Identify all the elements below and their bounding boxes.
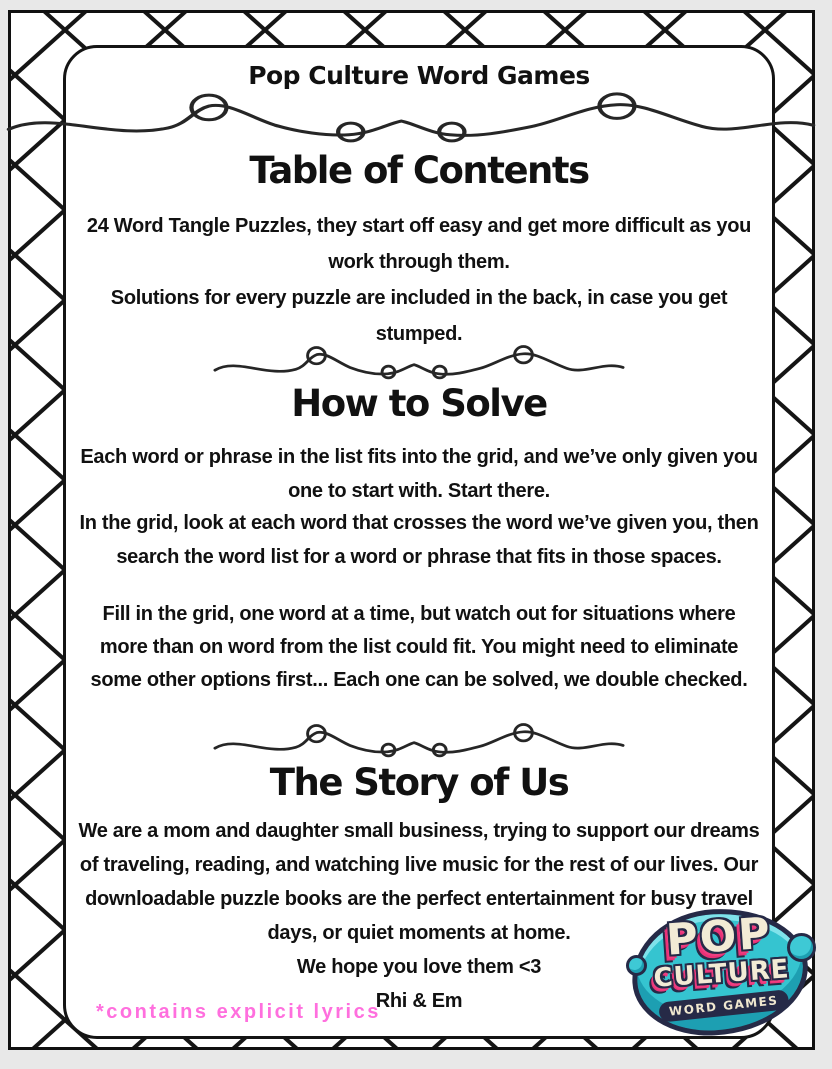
explicit-lyrics-note: *contains explicit lyrics	[96, 1001, 381, 1023]
toc-paragraph-1	[66, 208, 772, 280]
page-border-frame	[8, 10, 815, 1050]
paragraph-text: 24 Word Tangle Puzzles, they start off easy and get more difficult as you work through them.	[86, 215, 752, 273]
logo-word-pop: POP	[664, 908, 774, 966]
paragraph-text: Each word or phrase in the list fits into the grid, and we’ve only given you one to start with. Start there.	[80, 446, 758, 502]
closing-line-signature: Rhi & Em	[375, 990, 463, 1012]
how-paragraph-3	[66, 598, 772, 697]
logo-text	[625, 909, 818, 1023]
paragraph-text: In the grid, look at each word that crosses the word we’ve given you, then search the word list for a word or phrase that fits in those spaces.	[79, 512, 759, 568]
heading-how-to-solve: How to Solve	[291, 382, 547, 425]
heading-the-story-of-us: The Story of Us	[269, 761, 569, 804]
paragraph-text: Fill in the grid, one word at a time, but watch out for situations where more than on word from the list could fit. You might need to eliminate some other options first... Each one can be solved, we double checked.	[90, 603, 748, 691]
paragraph-text: We are a mom and daughter small business, trying to support our dreams of traveling, reading, and watching live music for the rest of our lives. Our downloadable puzzle books are the perfect entertainment for busy travel days, or quiet moments at home.	[78, 820, 760, 944]
paragraph-text: Solutions for every puzzle are included in the back, in case you get stumped.	[110, 287, 728, 345]
how-paragraph-2	[66, 506, 772, 574]
pop-culture-logo	[628, 901, 814, 1041]
content-card	[63, 45, 775, 1039]
squiggle-divider-icon	[212, 720, 626, 760]
how-paragraph-1	[66, 440, 772, 508]
logo-word-games-badge: WORD GAMES	[658, 989, 789, 1022]
squiggle-divider-icon	[212, 342, 626, 382]
book-title: Pop Culture Word Games	[248, 61, 590, 90]
closing-line-love: We hope you love them <3	[296, 956, 542, 978]
logo-word-culture: CULTURE	[652, 954, 791, 994]
top-squiggle-flourish-icon	[3, 87, 819, 147]
heading-table-of-contents: Table of Contents	[249, 149, 589, 192]
